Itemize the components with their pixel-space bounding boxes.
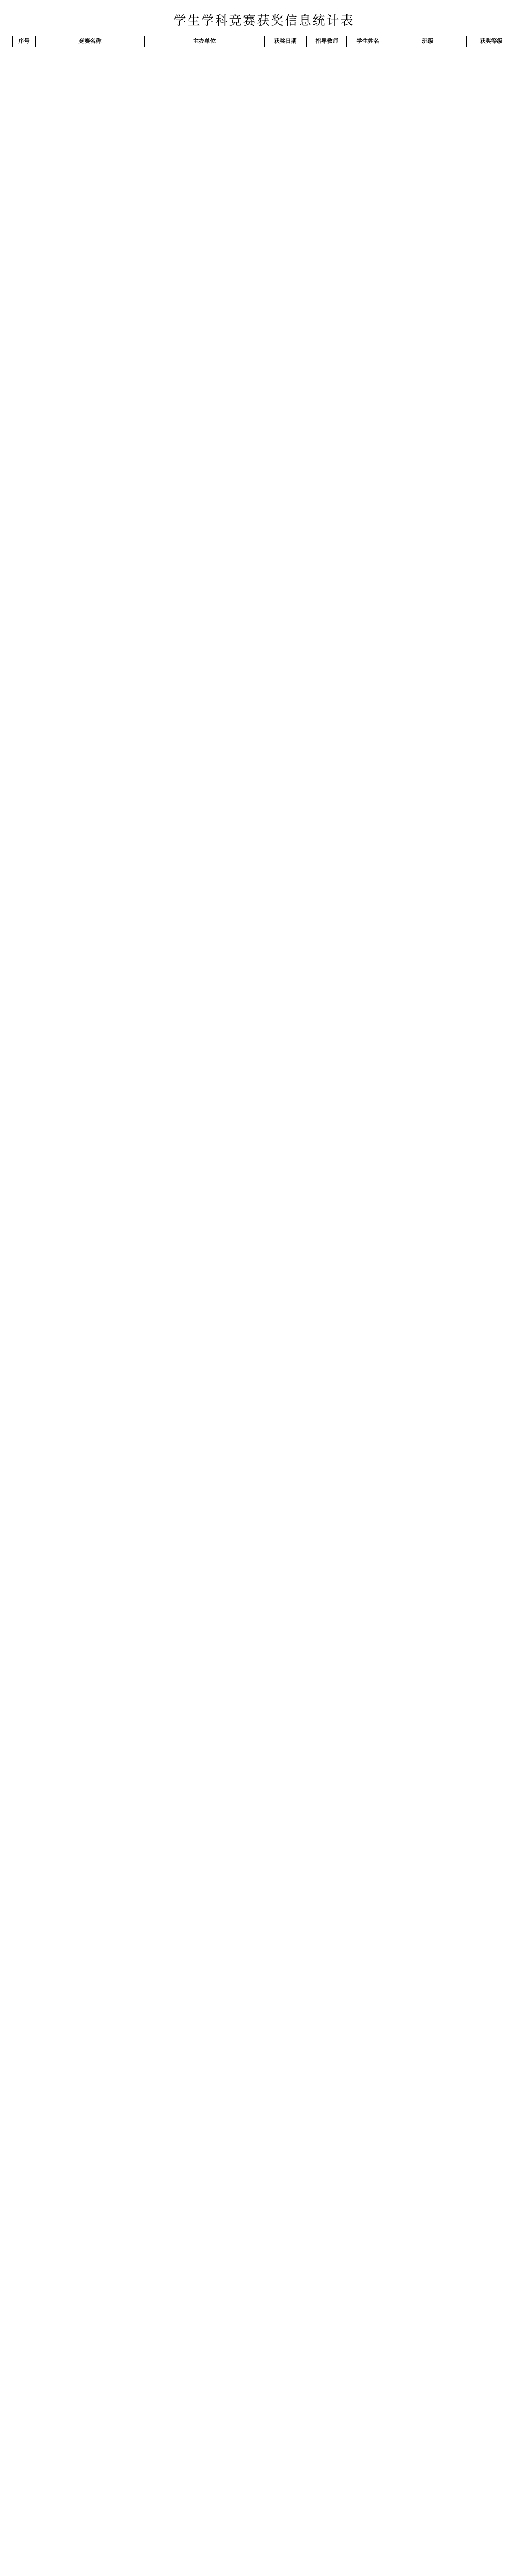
document-page (0, 0, 528, 58)
table-header-row (13, 36, 516, 47)
header-date: 获奖日期 (265, 36, 307, 47)
header-award: 获奖等级 (467, 36, 516, 47)
header-organizer: 主办单位 (145, 36, 265, 47)
header-no: 序号 (13, 36, 36, 47)
awards-table (12, 36, 516, 47)
header-teacher: 指导教师 (307, 36, 347, 47)
header-competition: 竞赛名称 (36, 36, 145, 47)
header-class: 班级 (389, 36, 467, 47)
document-title: 学生学科竞赛获奖信息统计表 (173, 13, 355, 28)
header-student: 学生姓名 (347, 36, 389, 47)
